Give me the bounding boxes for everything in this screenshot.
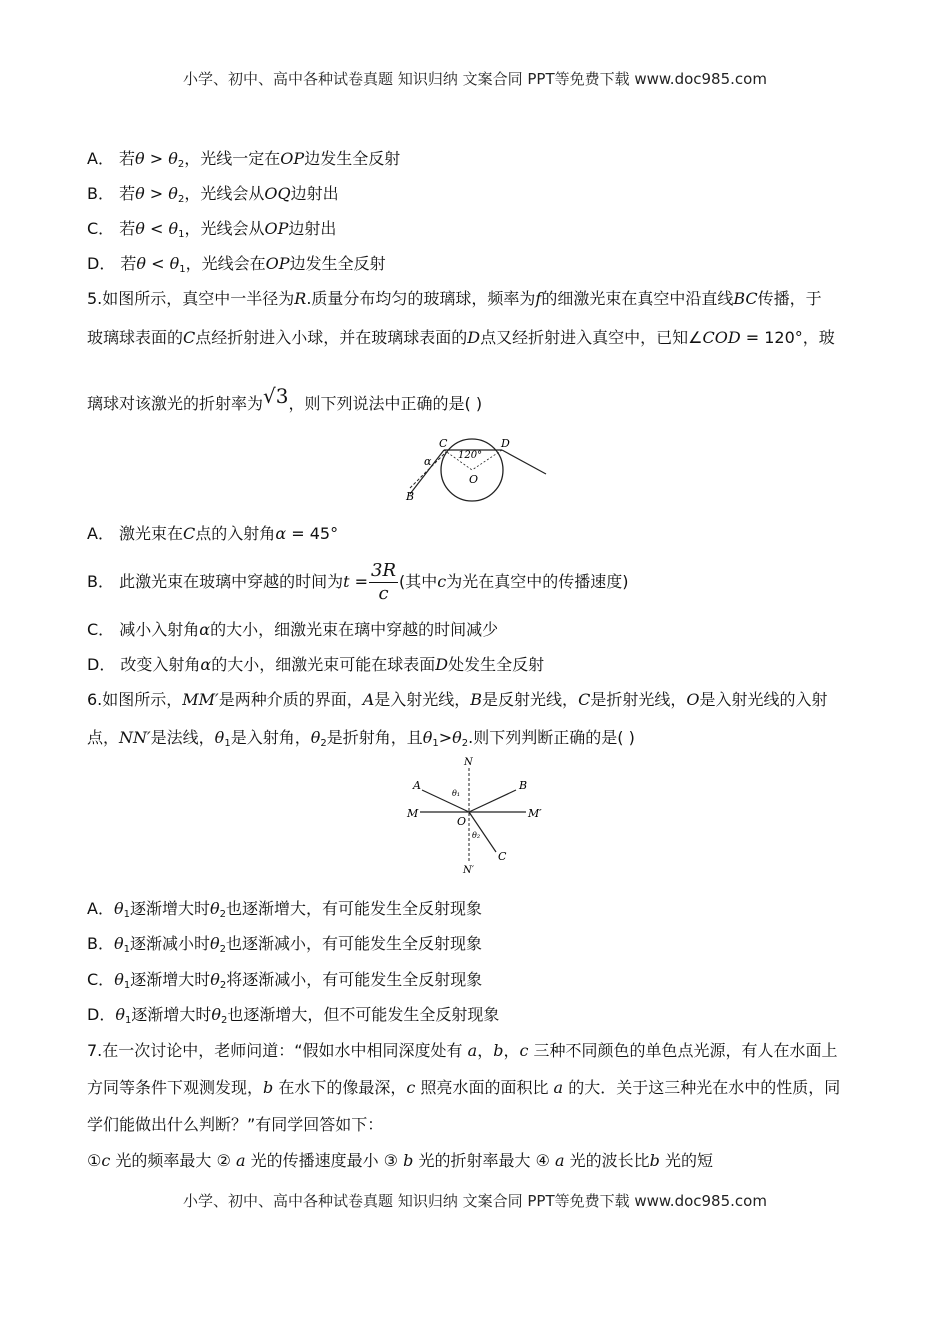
option-text: ，光线会从 — [184, 219, 265, 238]
option-label: D． 若 — [87, 254, 137, 273]
q4-option-b: B． 若$\theta > \theta_2$，光线会从OQ边射出 — [87, 184, 339, 205]
edge-label: OP — [264, 219, 289, 238]
q6-stem-line2: 点，NN′是法线，$\theta_1$是入射角，$\theta_2$是折射角，且$\theta_1>\theta_2$.则下列判断正确的是( ) — [87, 728, 635, 749]
page-header: 小学、初中、高中各种试卷真题 知识归纳 文案合同 PPT等免费下载 www.doc985.com — [183, 70, 767, 88]
o-label: O — [457, 815, 467, 828]
q7-stem-line1: 7.在一次讨论中，老师问道：“假如水中相同深度处有 a，b，c 三种不同颜色的单色点光源，有人在水面上 — [87, 1041, 838, 1060]
q4-option-c: C． 若$\theta < \theta_1$，光线会从OP边射出 — [87, 219, 337, 240]
q5-glass-sphere-diagram — [396, 436, 556, 504]
q5-stem-line2: 玻璃球表面的C点经折射进入小球，并在玻璃球表面的D点又经折射进入真空中，已知∠COD = 120°，玻 — [87, 328, 835, 347]
option-text: 边射出 — [290, 184, 339, 203]
q6-stem-line1: 6.如图所示，MM′是两种介质的界面，A是入射光线，B是反射光线，C是折射光线，O是入射光线的入射 — [87, 690, 828, 709]
alpha-label: α — [424, 455, 432, 468]
option-text: 边发生全反射 — [304, 149, 401, 168]
q7-stem-line2: 方同等条件下观测发现，b 在水下的像最深，c 照亮水面的面积比 a 的大．关于这三种光在水中的性质，同 — [87, 1078, 841, 1097]
point-o-label: O — [469, 473, 479, 486]
theta2-label: θ₂ — [472, 831, 481, 840]
q5-stem-line1: 5.如图所示，真空中一半径为R.质量分布均匀的玻璃球，频率为f的细激光束在真空中沿直线BC传播，于 — [87, 289, 822, 308]
point-c-label: C — [439, 437, 448, 450]
q6-refraction-diagram — [400, 754, 550, 876]
option-text: ，光线一定在 — [184, 149, 281, 168]
n-prime-label: N′ — [463, 865, 475, 876]
exit-ray — [502, 450, 546, 474]
sqrt-3: √3 — [263, 384, 289, 408]
reflected-ray-b — [469, 790, 516, 812]
option-label: A． 若 — [87, 149, 136, 168]
q6-option-c: C．$\theta_1$逐渐增大时$\theta_2$将逐渐减小，有可能发生全反射现象 — [87, 970, 483, 991]
edge-label: OP — [265, 254, 290, 273]
point-d-label: D — [501, 437, 510, 450]
q5-option-b: B． 此激光束在玻璃中穿越的时间为t = $\frac{3R}{c}$ (其中c为光在真空中的传播速度) — [87, 560, 629, 604]
q5-option-c: C． 减小入射角α的大小，细激光束在璃中穿越的时间减少 — [87, 620, 499, 639]
theta1-label: θ₁ — [452, 789, 461, 798]
q6-option-a: A．$\theta_1$逐渐增大时$\theta_2$也逐渐增大，有可能发生全反射现象 — [87, 899, 483, 920]
q7-statements: ①c 光的频率最大 ② a 光的传播速度最小 ③ b 光的折射率最大 ④ a 光的波长比b 光的短 — [87, 1151, 713, 1170]
a-label: A — [413, 779, 421, 792]
q4-option-d: D． 若$\theta < \theta_1$，光线会在OP边发生全反射 — [87, 254, 386, 275]
option-label: B． 若 — [87, 184, 136, 203]
option-text: 边射出 — [288, 219, 337, 238]
option-text: ，光线会在 — [185, 254, 266, 273]
edge-label: OP — [280, 149, 305, 168]
c-label: C — [498, 850, 507, 863]
q4-option-a: A． 若$\theta > \theta_2$，光线一定在OP边发生全反射 — [87, 149, 401, 170]
time-fraction: $\frac{3R}{c}$ — [371, 560, 397, 604]
q6-option-d: D．$\theta_1$逐渐增大时$\theta_2$也逐渐增大，但不可能发生全反射现象 — [87, 1005, 500, 1026]
q5-option-d: D． 改变入射角α的大小，细激光束可能在球表面D处发生全反射 — [87, 655, 545, 674]
edge-label: OQ — [264, 184, 291, 203]
m-prime-label: M′ — [528, 807, 542, 820]
point-b-label: B — [406, 490, 415, 503]
b-label: B — [519, 779, 528, 792]
q7-stem-line3: 学们能做出什么判断？”有同学回答如下： — [87, 1115, 384, 1134]
page-footer: 小学、初中、高中各种试卷真题 知识归纳 文案合同 PPT等免费下载 www.doc985.com — [183, 1192, 767, 1210]
q5-option-a: A． 激光束在C点的入射角α = 45° — [87, 524, 339, 543]
q6-option-b: B．$\theta_1$逐渐减小时$\theta_2$也逐渐减小，有可能发生全反射现象 — [87, 934, 483, 955]
incident-ray-a — [422, 790, 469, 812]
option-label: C． 若 — [87, 219, 136, 238]
option-text: ，光线会从 — [184, 184, 265, 203]
m-label: M — [407, 807, 419, 820]
n-label: N — [464, 757, 473, 768]
option-text: 边发生全反射 — [289, 254, 386, 273]
angle-label: 120° — [458, 450, 483, 461]
q5-stem-line3: 璃球对该激光的折射率为√3，则下列说法中正确的是( ) — [87, 384, 483, 413]
